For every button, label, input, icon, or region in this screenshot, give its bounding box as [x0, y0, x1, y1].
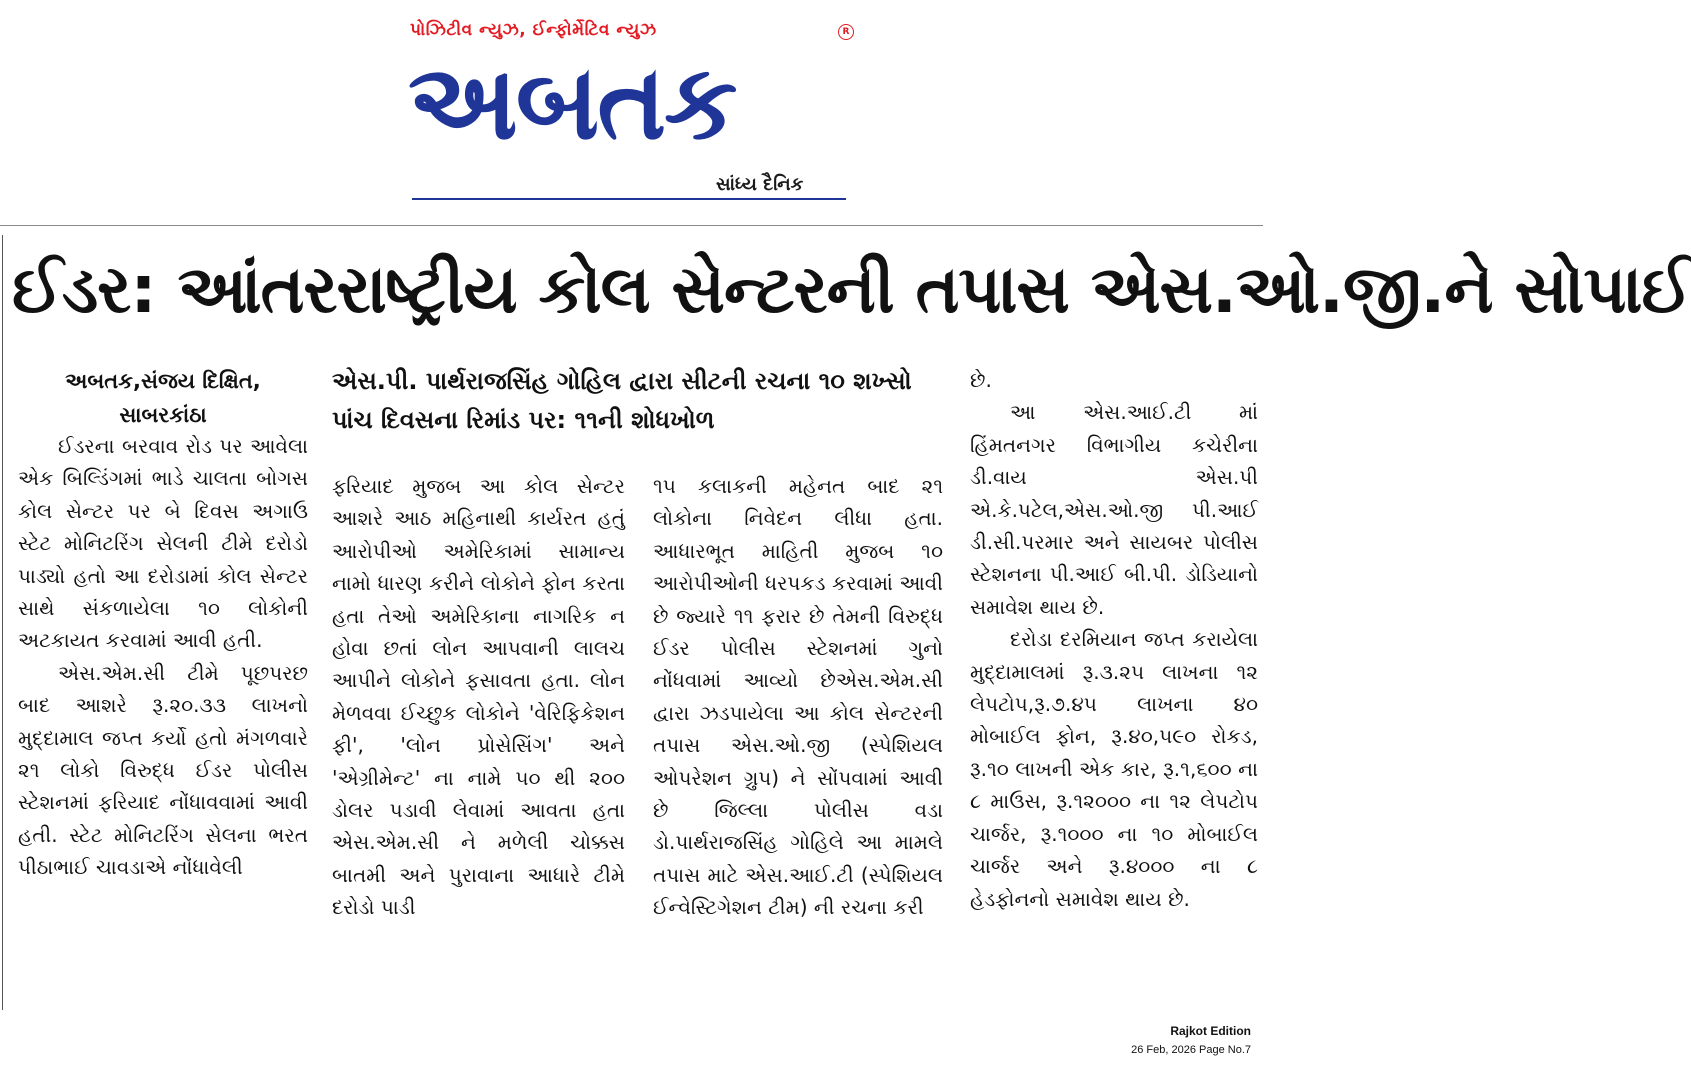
article-byline: અબતક,સંજય દિક્ષિત, સાબરકાંઠા: [65, 369, 261, 427]
masthead-tagline: પોઝિટીવ ન્યુઝ, ઈન્ફોર્મેટિવ ન્યુઝ: [410, 20, 657, 40]
registered-trademark-icon: R: [838, 24, 854, 40]
edition-label: Rajkot Edition: [1170, 1024, 1251, 1038]
paragraph: છે.: [970, 368, 992, 392]
article-column-4: [970, 364, 1258, 915]
paragraph: ઈડરના બરવાવ રોડ પર આવેલા એક બિલ્ડિંગમાં ભાડે ચાલતા બોગસ કોલ સેન્ટર પર બે દિવસ અગાઉ સ્ટેટ મોનિટરિંગ સેલની ટીમે દરોડો પાડ્યો હતો આ દરોડામાં કોલ સેન્ટર સાથે સંકળાયેલા ૧૦ લોકોની અટકાયત કરવામાં આવી હતી.: [18, 434, 308, 653]
masthead-subbrand: સાંધ્ય દૈનિક: [716, 174, 804, 195]
masthead: [0, 0, 1263, 228]
masthead-divider: [412, 198, 846, 200]
date-page-label: 26 Feb, 2026 Page No.7: [1131, 1044, 1251, 1056]
paragraph: આ એસ.આઈ.ટી માં હિંમતનગર વિભાગીય કચેરીના ડી.વાય એસ.પી એ.કે.પટેલ,એસ.ઓ.જી પી.આઈ ડી.સી.પરમાર અને સાયબર પોલીસ સ્ટેશનના પી.આઈ બી.પી. ડોડિયાનો સમાવેશ થાય છે.: [970, 400, 1258, 619]
paragraph: એસ.એમ.સી ટીમે પૂછપરછ બાદ આશરે રૂ.૨૦.૩૩ લાખનો મુદ્દામાલ જપ્ત કર્યો હતો મંગળવારે ૨૧ લોકો વિરુદ્ધ ઈડર પોલીસ સ્ટેશનમાં ફરિયાદ નોંધાવવામાં આવી હતી. સ્ટેટ મોનિટરિંગ સેલના ભરત પીઠાભાઈ ચાવડાએ નોંધાવેલી: [18, 660, 308, 880]
article-subheadline: એસ.પી. પાર્થરાજસિંહ ગોહિલ દ્વારા સીટની રચના ૧૦ શખ્સો પાંચ દિવસના રિમાંડ પર: ૧૧ની શોધખોળ: [332, 367, 912, 434]
article-headline: ઈડર: આંતરરાષ્ટ્રીય કોલ સેન્ટરની તપાસ એસ.ઓ.જી.ને સોપાઈ: [12, 251, 1691, 328]
paragraph: ફરિયાદ મુજબ આ કોલ સેન્ટર આશરે આઠ મહિનાથી કાર્યરત હતું આરોપીઓ અમેરિકામાં સામાન્ય નામો ધારણ કરીને લોકોને ફોન કરતા હતા તેઓ અમેરિકાના નાગરિક ન હોવા છતાં લોન આપવાની લાલચ આપીને લોકોને ફસાવતા હતા. લોન મેળવવા ઈચ્છુક લોકોને 'વેરિફિકેશન ફી', 'લોન પ્રોસેસિંગ' અને 'એગ્રીમેન્ટ' ના નામે ૫૦ થી ૨૦૦ ડોલર પડાવી લેવામાં આવતા હતા એસ.એમ.સી ને મળેલી ચોક્કસ બાતમી અને પુરાવાના આધારે ટીમે દરોડો પાડી: [332, 474, 625, 920]
article-column-3: [653, 470, 943, 924]
left-border: [2, 235, 3, 1010]
paragraph: દરોડા દરમિયાન જપ્ત કરાયેલા મુદ્દામાલમાં રૂ.૩.૨૫ લાખના ૧૨ લેપટોપ,રૂ.૭.૪૫ લાખના ૪૦ મોબાઈલ ફોન, રૂ.૪૦,૫૯૦ રોકડ, રૂ.૧૦ લાખની એક કાર, રૂ.૧,૬૦૦ ના ૮ માઉસ, રૂ.૧૨૦૦૦ ના ૧૨ લેપટોપ ચાર્જર, રૂ.૧૦૦૦ ના ૧૦ મોબાઈલ ચાર્જર અને રૂ.૪૦૦૦ ના ૮ હેડફોનનો સમાવેશ થાય છે.: [970, 627, 1258, 911]
paragraph: ૧૫ કલાકની મહેનત બાદ ૨૧ લોકોના નિવેદન લીધા હતા. આધારભૂત માહિતી મુજબ ૧૦ આરોપીઓની ધરપકડ કરવામાં આવી છે જ્યારે ૧૧ ફરાર છે તેમની વિરુદ્ધ ઈડર પોલીસ સ્ટેશનમાં ગુનો નોંધવામાં આવ્યો છેએસ.એમ.સી દ્વારા ઝડપાયેલા આ કોલ સેન્ટરની તપાસ એસ.ઓ.જી (સ્પેશિયલ ઓપરેશન ગ્રુપ) ને સોંપવામાં આવી છે જિલ્લા પોલીસ વડા ડો.પાર્થરાજસિંહ ગોહિલે આ મામલે તપાસ માટે એસ.આઈ.ટી (સ્પેશિયલ ઈન્વેસ્ટિગેશન ટીમ) ની રચના કરી: [653, 474, 943, 920]
page-divider: [0, 225, 1263, 226]
article-column-2: [332, 470, 625, 924]
newspaper-logo: અબતક: [408, 41, 736, 163]
article-column-1: [18, 430, 308, 884]
